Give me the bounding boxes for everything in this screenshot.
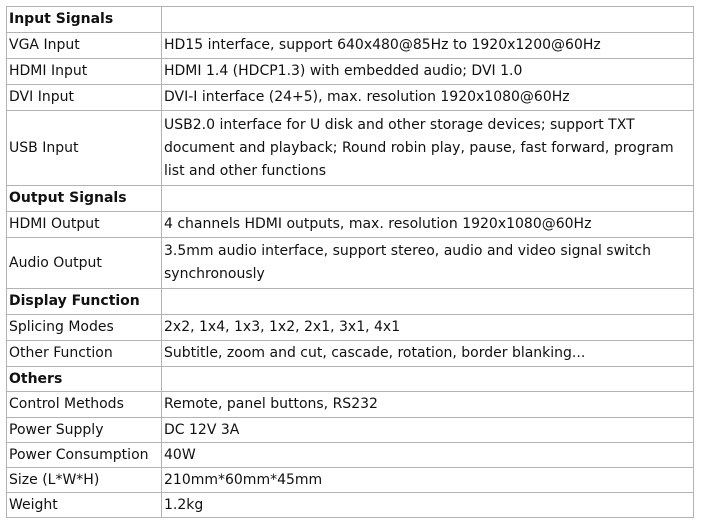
section-row-input-signals: [7, 7, 694, 33]
spec-value: 2x2, 1x4, 1x3, 1x2, 2x1, 3x1, 4x1: [162, 315, 694, 341]
table-row: [7, 85, 694, 111]
empty-cell: [162, 367, 694, 392]
spec-value: Remote, panel buttons, RS232: [162, 392, 694, 418]
spec-value: 40W: [162, 443, 694, 468]
section-title: Others: [7, 367, 162, 392]
spec-label: Power Supply: [7, 418, 162, 443]
spec-table: [6, 6, 694, 518]
table-row: [7, 493, 694, 518]
table-row: [7, 468, 694, 493]
spec-label: USB Input: [7, 111, 162, 186]
spec-value: 4 channels HDMI outputs, max. resolution 1920x1080@60Hz: [162, 212, 694, 238]
spec-value: HDMI 1.4 (HDCP1.3) with embedded audio; DVI 1.0: [162, 59, 694, 85]
spec-label: HDMI Output: [7, 212, 162, 238]
spec-label: Control Methods: [7, 392, 162, 418]
section-title: Input Signals: [7, 7, 162, 33]
spec-label: Weight: [7, 493, 162, 518]
table-row: [7, 33, 694, 59]
table-row: [7, 443, 694, 468]
spec-value: DVI-I interface (24+5), max. resolution 1920x1080@60Hz: [162, 85, 694, 111]
table-row: [7, 238, 694, 289]
empty-cell: [162, 289, 694, 315]
spec-value: HD15 interface, support 640x480@85Hz to 1920x1200@60Hz: [162, 33, 694, 59]
section-row-output-signals: [7, 186, 694, 212]
section-row-others: [7, 367, 694, 392]
table-row: [7, 418, 694, 443]
spec-label: DVI Input: [7, 85, 162, 111]
spec-value: DC 12V 3A: [162, 418, 694, 443]
spec-label: Size (L*W*H): [7, 468, 162, 493]
spec-label: Splicing Modes: [7, 315, 162, 341]
section-title: Display Function: [7, 289, 162, 315]
table-row: [7, 392, 694, 418]
spec-value: USB2.0 interface for U disk and other storage devices; support TXT document and playback; Round robin play, pause, fast forward, program list and other functions: [162, 111, 694, 186]
spec-value: 3.5mm audio interface, support stereo, audio and video signal switch synchronously: [162, 238, 694, 289]
table-row: [7, 315, 694, 341]
table-row: [7, 212, 694, 238]
spec-label: VGA Input: [7, 33, 162, 59]
empty-cell: [162, 7, 694, 33]
spec-value: Subtitle, zoom and cut, cascade, rotation, border blanking...: [162, 341, 694, 367]
spec-label: Other Function: [7, 341, 162, 367]
spec-label: Power Consumption: [7, 443, 162, 468]
table-row: [7, 111, 694, 186]
table-row: [7, 341, 694, 367]
empty-cell: [162, 186, 694, 212]
spec-value: 1.2kg: [162, 493, 694, 518]
spec-value: 210mm*60mm*45mm: [162, 468, 694, 493]
section-title: Output Signals: [7, 186, 162, 212]
section-row-display-function: [7, 289, 694, 315]
table-row: [7, 59, 694, 85]
spec-label: Audio Output: [7, 238, 162, 289]
spec-label: HDMI Input: [7, 59, 162, 85]
